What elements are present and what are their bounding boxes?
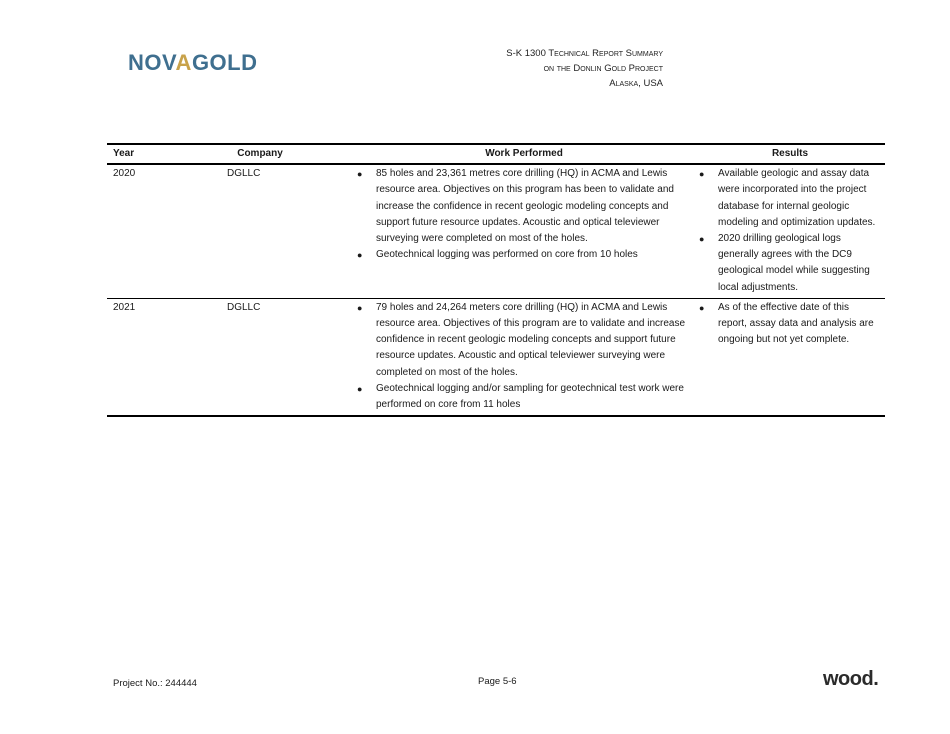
drilling-programs-table (107, 143, 885, 417)
report-header (506, 46, 663, 91)
wood-logo: wood. (823, 668, 879, 690)
bullet-icon: ● (357, 383, 363, 394)
list-item: ● Geotechnical logging was performed on core from 10 holes (353, 247, 689, 263)
cell-company: DGLLC (167, 164, 353, 298)
page-number: Page 5-6 (478, 676, 517, 687)
cell-results (695, 164, 885, 298)
cell-year: 2020 (107, 164, 167, 298)
list-item: ● 2020 drilling geological logs generally agrees with the DC9 geological model while suggesting local adjustments. (699, 233, 870, 293)
cell-year: 2021 (107, 298, 167, 416)
report-title-line2: on the Donlin Gold Project (543, 63, 663, 74)
novagold-logo: NOVAGOLD (128, 50, 258, 75)
list-item: ● 85 holes and 23,361 metres core drilling (HQ) in ACMA and Lewis resource area. Objectives on this program has been to validate and increase the confidence in recent geologic modeling concepts and support future resource updates. Acoustic and optical televiewer surveying were completed on most of the holes. (357, 168, 674, 245)
list-item: ● Available geologic and assay data were incorporated into the project database for internal geologic modeling and optimization updates. (699, 168, 876, 228)
bullet-icon: ● (357, 169, 363, 180)
report-title-line3: Alaska, USA (609, 78, 663, 89)
bullet-icon: ● (357, 302, 363, 313)
cell-work (353, 298, 695, 416)
col-header-work: Work Performed (353, 144, 695, 164)
table-header-row (107, 144, 885, 164)
col-header-results: Results (695, 144, 885, 164)
bullet-icon: ● (357, 250, 363, 261)
bullet-icon: ● (699, 169, 705, 180)
cell-results (695, 298, 885, 416)
table-row (107, 164, 885, 298)
project-number: Project No.: 244444 (113, 678, 197, 689)
logo-chevron-mark: A (175, 50, 192, 75)
table-row (107, 298, 885, 416)
list-item: ● 79 holes and 24,264 meters core drilling (HQ) in ACMA and Lewis resource area. Objectives of this program are to validate and increase confidence in recent geologic modeling concepts and support future resource updates. Acoustic and optical televiewer surveying were completed on most of the holes. (357, 301, 686, 378)
list-item: ● Geotechnical logging and/or sampling for geotechnical test work were performed on core from 11 holes (357, 382, 684, 411)
cell-work (353, 164, 695, 298)
col-header-company: Company (167, 144, 353, 164)
report-title-line1: S-K 1300 Technical Report Summary (506, 48, 663, 59)
bullet-icon: ● (699, 302, 705, 313)
cell-company: DGLLC (167, 298, 353, 416)
bullet-icon: ● (699, 234, 705, 245)
list-item: ● As of the effective date of this report, assay data and analysis are ongoing but not yet complete. (699, 301, 874, 346)
col-header-year: Year (107, 144, 167, 164)
